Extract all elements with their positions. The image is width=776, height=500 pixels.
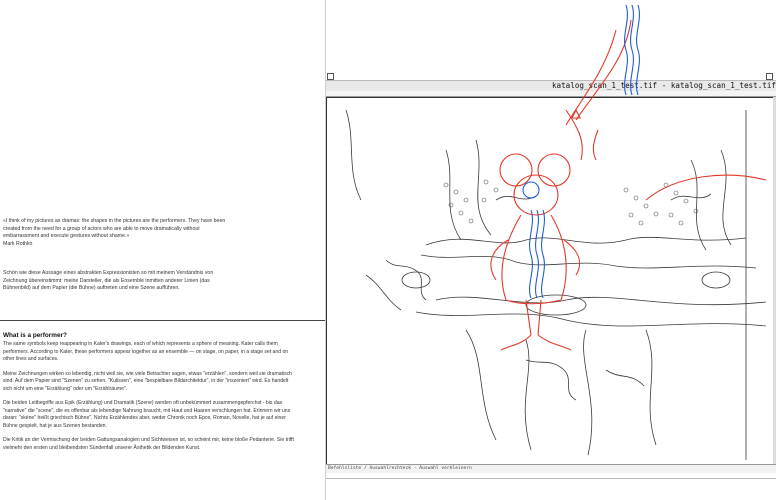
dot-pattern <box>444 180 698 225</box>
line-drawing-artwork <box>326 0 776 500</box>
blue-strokes <box>523 5 639 298</box>
section-paragraph-4: Die Kritik an der Vermischung der beiden Gattungsanalogien und Sichtweisen ist, so scheint mir, keine bloße Pedanterie. Sie trifft vielmehr den ersten und bleibendsten Sündenfall unserer Ästhetik der Bildenden Kunst. <box>3 437 294 451</box>
quote-text: «I think of my pictures as dramas: the shapes in the pictures are the performers. They have been created from the need for a group of actors who are able to move dramatically without embarrassment and execute gestures without shame.» <box>3 218 226 240</box>
section-paragraph-2: Meine Zeichnungen wirken so lebendig, nicht weil sie, wie viele Betrachter sagen, etwas "erzählen", sondern weil sie dramatisch sind. Auf dem Papier sind "Szenen" zu sehen. "Kulissen", eine "bespielbare Bildarchitektur", in der "inszeniert" wird. Es handelt sich nicht um eine "Erzählung" oder um "Erzählräume". <box>3 370 293 392</box>
rothko-quote <box>3 218 228 248</box>
window-title: katalog_scan_1_test.tif - katalog_scan_1_test.tif <box>551 81 776 90</box>
image-window-screenshot <box>326 0 776 500</box>
performer-section <box>3 332 295 459</box>
quote-author: Mark Rothko <box>3 240 33 247</box>
stage-set-lines <box>346 110 766 460</box>
red-figure <box>491 20 766 350</box>
section-title: What is a performer? <box>3 332 67 339</box>
status-text: Befehlsliste / Auswahlrechteck - Auswahl verkleinern <box>328 466 472 471</box>
section-paragraph-3: Die beiden Leitbegriffe aus Epik (Erzählung) und Dramatik (Szene) werden oft unbekümmert zusammengepferchst - bis das "narrative" die "scene", die es offenbar als lebendige Nahrung braucht, mit Haut und Haaren verschlungen hat. Erinnern wir uns daran: "skéne" heißt griechisch Bühne". Nichts Erzählendes aber, weder Chronik noch Epos, Roman, Novelle, hat je auf einer Bühne gespielt, hat je aus Szenen bestanden. <box>3 400 291 429</box>
intro-paragraph: Schön wie diese Aussage eines abstrakten Expressionisten so mit meinem Verständnis von Zeichnung übereinstimmt: meine Darsteller, die als Ensemble inmitten anderer Linien (das Bühnenbild) auf dem Papier (die Bühne) auftreten und eine Szene aufführen. <box>3 270 214 292</box>
section-divider <box>0 320 325 321</box>
section-paragraph-1: The same symbols keep reappearing in Kater's drawings, each of which represents a sphere of meaning. Kater calls them performers. According to Kater, these performers appear together as an ensemble — on stage, on paper, in a stage set and on other lines and surfaces. <box>3 341 289 362</box>
